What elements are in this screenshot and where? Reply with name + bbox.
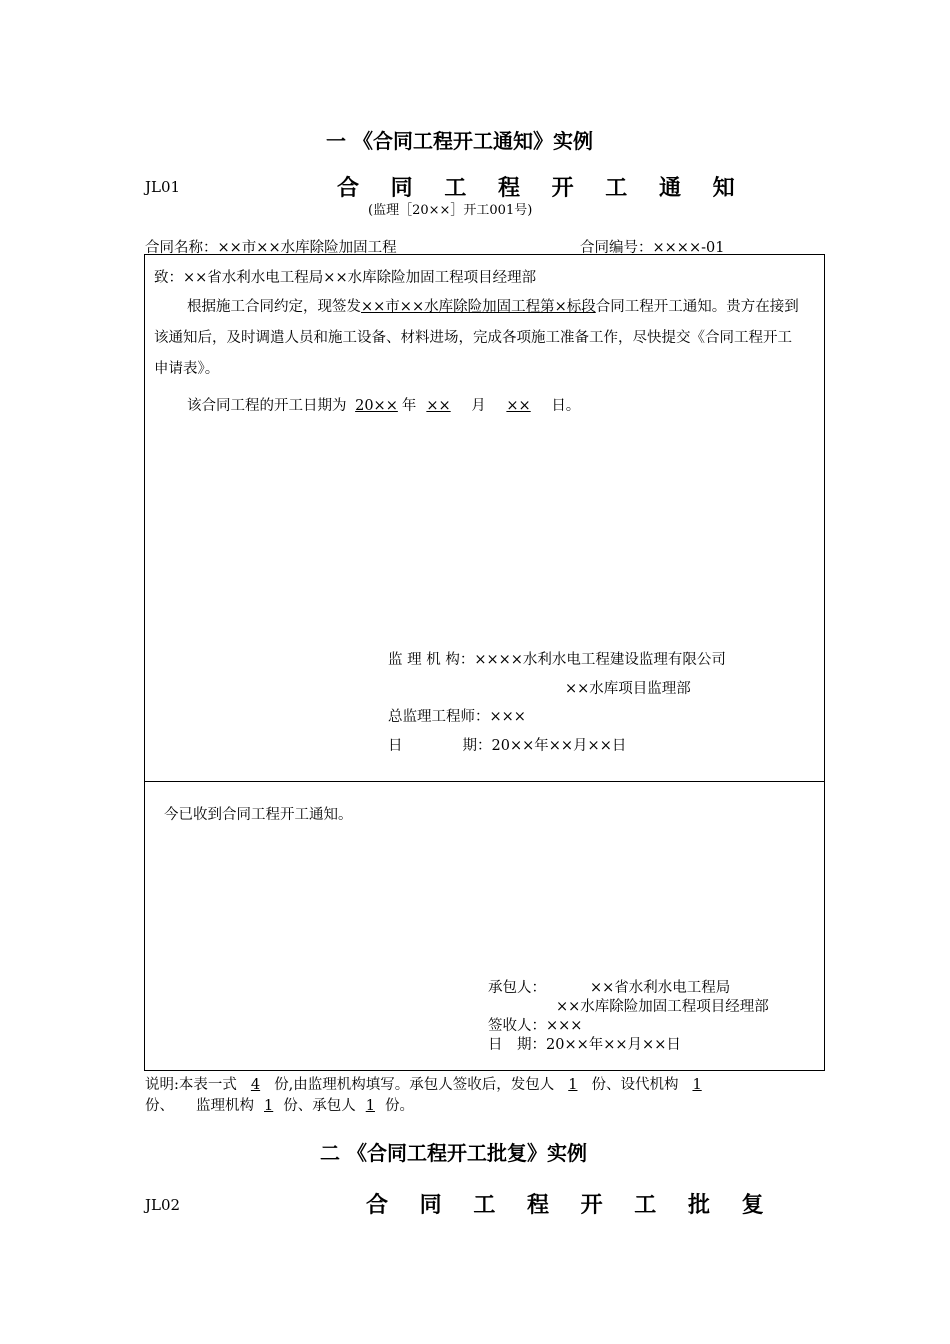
start-date-year-unit: 年 [401, 398, 417, 414]
receipt-date-line [488, 1033, 681, 1054]
start-date-month: ×× [426, 398, 451, 414]
signer-value: ××× [546, 1018, 583, 1034]
start-date-day-unit: 日。 [551, 398, 581, 414]
note-line-2 [145, 1094, 414, 1115]
issue-date-label-a: 日 [388, 738, 403, 754]
note-copies: 4 [250, 1077, 261, 1093]
note-intro: 说明:本表一式 [145, 1077, 237, 1093]
form-subtitle: (监理［20××］开工001号) [368, 203, 533, 218]
start-date-label: 该合同工程的开工日期为 [187, 398, 347, 414]
start-date-month-unit: 月 [471, 398, 486, 414]
note-supervisor-copies: 1 [264, 1098, 274, 1114]
contract-name: 合同名称：××市××水库除险加固工程 [145, 240, 397, 256]
start-date-year: 20×× [355, 398, 398, 414]
form2-code: JL02 [145, 1196, 181, 1214]
note-text-5: 份、承包人 [283, 1098, 356, 1114]
note-line-1 [145, 1073, 716, 1094]
section1-heading: 一 《合同工程开工通知》实例 [326, 129, 593, 153]
section2-heading: 二 《合同工程开工批复》实例 [320, 1141, 587, 1165]
signer-line [488, 1014, 582, 1035]
form-title: 合 同 工 程 开 工 通 知 [337, 176, 747, 201]
chief-engineer-line [388, 705, 526, 726]
note-text-2: 份、设代机构 [591, 1077, 679, 1093]
start-date-day: ×× [506, 398, 531, 414]
note-design-copies: 1 [692, 1077, 702, 1093]
receipt-date-value: 20××年××月××日 [546, 1037, 681, 1053]
contractor-name: ××省水利水电工程局 [590, 980, 731, 996]
note-owner-copies: 1 [568, 1077, 578, 1093]
addressee-line: 致：××省水利水电工程局××水库除险加固工程项目经理部 [154, 270, 537, 286]
supervisor-org-line [388, 648, 726, 669]
chief-engineer-value: ××× [489, 709, 526, 725]
notice-body-post: 合同工程开工通知。贵方在接到该通知后，及时调遣人员和施工设备、材料进场，完成各项施工准备工作，尽快提交《合同工程开工申请表》。 [154, 299, 799, 377]
issue-date-label-b: 期： [462, 738, 492, 754]
note-text-4: 监理机构 [196, 1098, 254, 1114]
note-text-6: 份。 [384, 1098, 414, 1114]
notice-body-section: ××市××水库除险加固工程第×标段 [361, 299, 596, 315]
note-contractor-copies: 1 [365, 1098, 375, 1114]
start-date-line [187, 394, 580, 415]
supervisor-org-name: ××××水利水电工程建设监理有限公司 [474, 652, 726, 668]
supervisor-dept: ××水库项目监理部 [565, 681, 691, 697]
note-text-1: 份,由监理机构填写。承包人签收后，发包人 [274, 1077, 555, 1093]
supervisor-org-label: 监 理 机 构： [388, 652, 475, 668]
note-text-3: 份、 [145, 1098, 174, 1114]
contractor-dept: ××水库除险加固工程项目经理部 [556, 999, 769, 1015]
issue-date-value: 20××年××月××日 [491, 738, 627, 754]
chief-engineer-label: 总监理工程师： [388, 709, 490, 725]
notice-body-pre: 根据施工合同约定，现签发 [187, 299, 361, 315]
issue-date-line [388, 734, 626, 755]
contract-number: 合同编号：××××-01 [580, 240, 725, 256]
notice-body [154, 292, 799, 385]
contractor-label: 承包人： [488, 980, 546, 996]
receipt-text: 今已收到合同工程开工通知。 [164, 807, 353, 823]
form2-title: 合 同 工 程 开 工 批 复 [366, 1193, 776, 1218]
form-code: JL01 [145, 178, 181, 196]
receipt-date-label: 日 期： [488, 1037, 546, 1053]
signer-label: 签收人： [488, 1018, 546, 1034]
contractor-line [488, 976, 730, 997]
table-divider [145, 781, 824, 782]
